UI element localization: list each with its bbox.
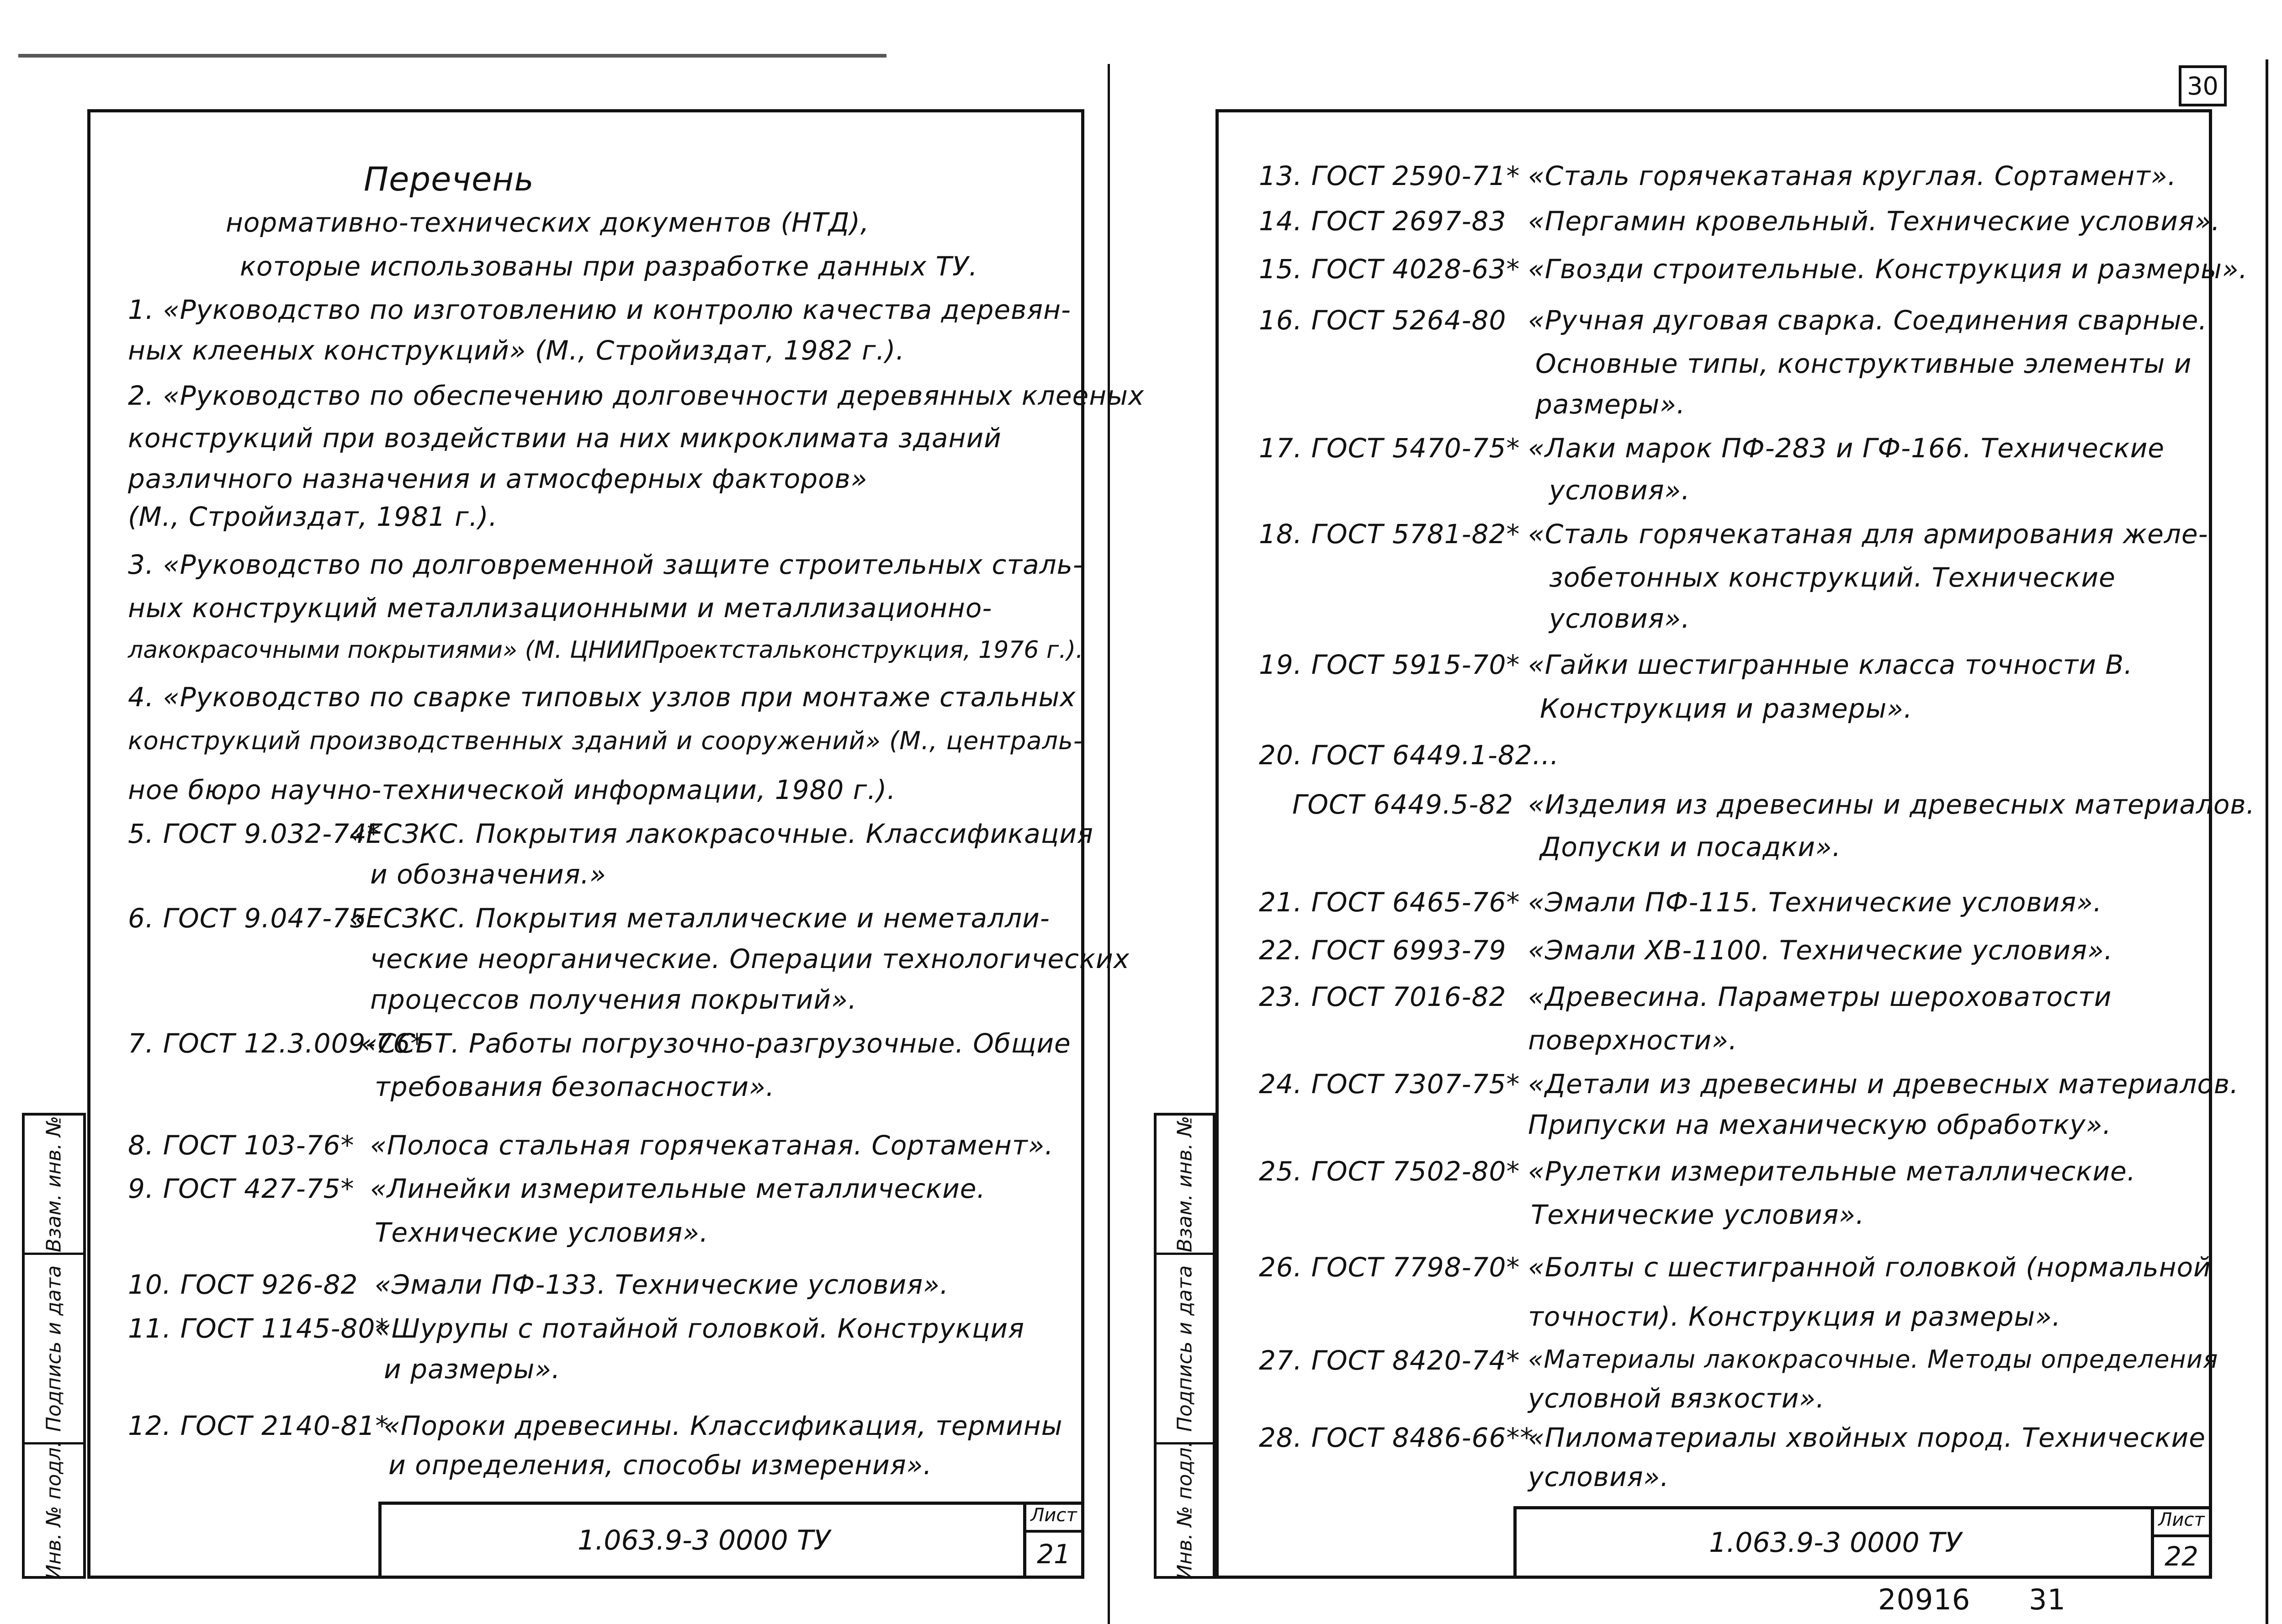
gost-title: «Эмали ПФ-115. Технические условия».: [1528, 887, 2102, 918]
strip-label-signature: Подпись и дата: [1173, 1265, 1196, 1432]
gost-number: 14. ГОСТ 2697-83: [1259, 206, 1507, 237]
archive-number: 20916: [1878, 1583, 1971, 1616]
gost-number: 28. ГОСТ 8486-66**: [1259, 1422, 1534, 1453]
gost-title: «Гайки шестигранные класса точности В.: [1528, 649, 2133, 680]
gost-title: «ЕСЗКС. Покрытия металлические и неметалли-: [349, 903, 1050, 934]
gost-number: 26. ГОСТ 7798-70*: [1259, 1252, 1520, 1283]
gost-title: Допуски и посадки».: [1540, 831, 1842, 862]
list-title: Перечень: [364, 160, 534, 198]
gost-title: «ССБТ. Работы погрузочно-разгрузочные. Общие: [361, 1028, 1071, 1059]
strip-label-signature: Подпись и дата: [42, 1265, 66, 1432]
gost-title: Технические условия».: [1531, 1199, 1865, 1230]
gost-title: «Ручная дуговая сварка. Соединения сварные.: [1528, 305, 2208, 336]
list-subtitle: нормативно-технических документов (НТД),: [226, 207, 870, 238]
gost-number: 6. ГОСТ 9.047-75: [128, 903, 367, 934]
gost-title: «Шурупы с потайной головкой. Конструкция: [375, 1313, 1025, 1344]
gost-title: «Полоса стальная горячекатаная. Сортамент».: [370, 1130, 1054, 1161]
gost-number: 22. ГОСТ 6993-79: [1259, 935, 1507, 966]
sheet-label: Лист: [1026, 1505, 1081, 1533]
gost-title: «Эмали ПФ-133. Технические условия».: [375, 1269, 949, 1300]
list-item-line: (М., Стройиздат, 1981 г.).: [128, 501, 498, 532]
sheet-cell: [2151, 1509, 2209, 1576]
gost-title: размеры».: [1535, 389, 1686, 420]
gost-number: 21. ГОСТ 6465-76*: [1259, 887, 1520, 918]
gost-number: 7. ГОСТ 12.3.009-76*: [128, 1028, 425, 1059]
list-item-line: ное бюро научно-технической информации, 1980 г.).: [128, 774, 896, 805]
center-fold-line: [1108, 64, 1110, 1624]
gost-number: 8. ГОСТ 103-76*: [128, 1130, 355, 1161]
right-edge-line: [2266, 59, 2268, 1624]
gost-number: 24. ГОСТ 7307-75*: [1259, 1069, 1520, 1100]
gost-number: 23. ГОСТ 7016-82: [1259, 981, 1507, 1012]
gost-title: ческие неорганические. Операции технологических: [370, 943, 1130, 974]
gost-title: и обозначения.»: [370, 859, 606, 890]
gost-title: «Пиломатериалы хвойных пород. Технические: [1528, 1422, 2206, 1453]
strip-label-inventory: Инв. № подл.: [42, 1441, 66, 1580]
gost-title: условия».: [1549, 603, 1690, 634]
list-item-line: различного назначения и атмосферных факторов»: [128, 463, 868, 494]
gost-title: и определения, способы измерения».: [388, 1449, 932, 1481]
gost-title: Технические условия».: [375, 1217, 709, 1248]
gost-title: «ЕСЗКС. Покрытия лакокрасочные. Классификация: [349, 818, 1093, 849]
gost-title: Основные типы, конструктивные элементы и: [1535, 348, 2192, 379]
gost-number: 25. ГОСТ 7502-80*: [1259, 1156, 1520, 1187]
scan-edge-top: [18, 54, 886, 58]
sheet-number: 22: [2165, 1540, 2198, 1572]
gost-title: «Сталь горячекатаная для армирования желе-: [1528, 518, 2208, 550]
gost-title: «Детали из древесины и древесных материалов.: [1528, 1069, 2239, 1100]
gost-title: требования безопасности».: [375, 1071, 775, 1102]
strip-label-replace: Взам. инв. №: [1173, 1116, 1196, 1253]
gost-number: 5. ГОСТ 9.032-74*: [128, 818, 381, 849]
list-item-line: конструкций при воздействии на них микроклимата зданий: [128, 423, 1002, 454]
list-item-line: конструкций производственных зданий и сооружений» (М., централь-: [128, 726, 1083, 755]
list-item-line: ных клееных конструкций» (М., Стройиздат, 1982 г.).: [128, 335, 905, 366]
gost-number: 13. ГОСТ 2590-71*: [1259, 160, 1520, 191]
gost-number: 27. ГОСТ 8420-74*: [1259, 1345, 1520, 1376]
left-title-block: [378, 1502, 1084, 1579]
gost-number: 15. ГОСТ 4028-63*: [1259, 254, 1520, 285]
sheet-label: Лист: [2154, 1509, 2209, 1537]
document-code: 1.063.9-3 0000 ТУ: [578, 1524, 830, 1556]
gost-number: 18. ГОСТ 5781-82*: [1259, 518, 1520, 550]
gost-title: Припуски на механическую обработку».: [1528, 1109, 2112, 1140]
gost-number: 16. ГОСТ 5264-80: [1259, 305, 1507, 336]
list-item: 1. «Руководство по изготовлению и контролю качества деревян-: [128, 294, 1071, 325]
gost-number: 20. ГОСТ 6449.1-82...: [1259, 740, 1559, 771]
gost-title: условной вязкости».: [1528, 1383, 1825, 1414]
gost-number: 19. ГОСТ 5915-70*: [1259, 649, 1520, 680]
sheet-number: 21: [1037, 1538, 1071, 1570]
right-side-strip: [1154, 1113, 1215, 1579]
list-item-line: лакокрасочными покрытиями» (М. ЦНИИПроектстальконструкция, 1976 г.).: [128, 636, 1083, 664]
gost-title: точности). Конструкция и размеры».: [1528, 1301, 2061, 1332]
list-item-line: ных конструкций металлизационными и металлизационно-: [128, 592, 992, 624]
gost-title: «Лаки марок ПФ-283 и ГФ-166. Технические: [1528, 433, 2165, 464]
strip-label-inventory: Инв. № подл.: [1173, 1441, 1196, 1580]
gost-title: «Гвозди строительные. Конструкция и размеры».: [1528, 254, 2248, 285]
gost-title: условия».: [1528, 1461, 1669, 1492]
archive-page: 31: [2029, 1583, 2066, 1616]
list-item: 3. «Руководство по долговременной защите строительных сталь-: [128, 549, 1083, 580]
gost-number: 10. ГОСТ 926-82: [128, 1269, 358, 1300]
gost-title: поверхности».: [1528, 1025, 1738, 1056]
page-number-box: 30: [2179, 65, 2227, 106]
gost-title: условия».: [1549, 475, 1690, 506]
gost-number: ГОСТ 6449.5-82: [1292, 789, 1514, 820]
gost-number: 11. ГОСТ 1145-80*: [128, 1313, 389, 1344]
gost-number: 9. ГОСТ 427-75*: [128, 1173, 355, 1204]
sheet-cell: [1023, 1505, 1081, 1576]
gost-title: «Изделия из древесины и древесных материалов.: [1528, 789, 2255, 820]
gost-title: «Пергамин кровельный. Технические условия».: [1528, 206, 2220, 237]
gost-title: «Рулетки измерительные металлические.: [1528, 1156, 2136, 1187]
gost-title: зобетонных конструкций. Технические: [1549, 562, 2116, 593]
gost-title: «Древесина. Параметры шероховатости: [1528, 981, 2112, 1012]
document-code: 1.063.9-3 0000 ТУ: [1709, 1526, 1962, 1559]
left-side-strip: [22, 1113, 86, 1579]
right-title-block: [1513, 1506, 2212, 1579]
gost-title: процессов получения покрытий».: [370, 984, 857, 1015]
gost-number: 12. ГОСТ 2140-81*: [128, 1410, 389, 1441]
gost-number: 17. ГОСТ 5470-75*: [1259, 433, 1520, 464]
gost-title: «Пороки древесины. Классификация, термины: [384, 1410, 1063, 1441]
gost-title: «Линейки измерительные металлические.: [370, 1173, 986, 1204]
gost-title: «Эмали ХВ-1100. Технические условия».: [1528, 935, 2113, 966]
gost-title: Конструкция и размеры».: [1540, 693, 1913, 724]
list-item: 2. «Руководство по обеспечению долговечности деревянных клееных: [128, 380, 1145, 411]
gost-title: и размеры».: [384, 1354, 561, 1385]
list-subtitle: которые использованы при разработке данных ТУ.: [240, 251, 978, 282]
list-item: 4. «Руководство по сварке типовых узлов при монтаже стальных: [128, 682, 1076, 713]
gost-title: «Сталь горячекатаная круглая. Сортамент».: [1528, 160, 2177, 191]
strip-label-replace: Взам. инв. №: [42, 1116, 66, 1253]
gost-title: «Материалы лакокрасочные. Методы определения: [1528, 1345, 2218, 1374]
gost-title: «Болты с шестигранной головкой (нормальной: [1528, 1252, 2211, 1283]
